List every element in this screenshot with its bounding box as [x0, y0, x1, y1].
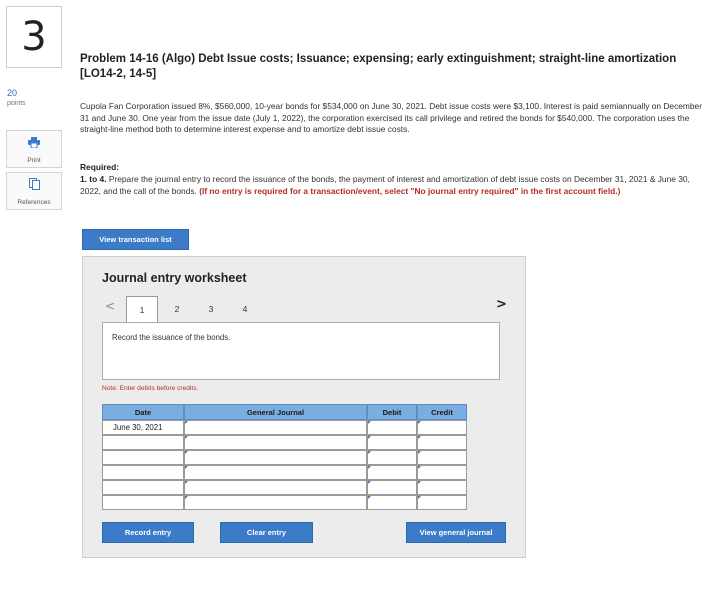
entry-instruction: Record the issuance of the bonds. — [102, 322, 500, 380]
row-1-debit-input[interactable] — [367, 420, 417, 435]
row-6-credit-input[interactable] — [417, 495, 467, 510]
printer-icon — [28, 135, 40, 153]
row-5-debit-input[interactable] — [367, 480, 417, 495]
column-header-debit: Debit — [367, 404, 417, 420]
references-label: References — [17, 198, 51, 206]
print-button[interactable] — [6, 130, 62, 168]
row-4-debit-input[interactable] — [367, 465, 417, 480]
points-label: points — [7, 100, 26, 107]
row-6-account-select[interactable] — [184, 495, 367, 510]
row-4-credit-input[interactable] — [417, 465, 467, 480]
row-5-date — [102, 480, 184, 495]
print-label: Print — [27, 156, 41, 164]
debit-credit-note: Note: Enter debits before credits. — [102, 385, 199, 392]
points-value: 20 — [7, 88, 18, 98]
view-general-journal-button[interactable]: View general journal — [406, 522, 506, 543]
row-6-date — [102, 495, 184, 510]
tab-entry-2[interactable]: 2 — [174, 304, 180, 314]
row-1-credit-input[interactable] — [417, 420, 467, 435]
row-3-debit-input[interactable] — [367, 450, 417, 465]
row-3-date — [102, 450, 184, 465]
required-warning: (If no entry is required for a transaction/event, select "No journal entry required" in the first account field.) — [199, 185, 621, 196]
row-2-date — [102, 435, 184, 450]
row-2-account-select[interactable] — [184, 435, 367, 450]
row-3-account-select[interactable] — [184, 450, 367, 465]
references-icon — [29, 177, 40, 195]
next-entry-arrow[interactable]: > — [496, 297, 507, 312]
required-body: Prepare the journal entry to record the issuance of the bonds, the payment of interest and amortization of debt issue costs on December 31, 2021 & June 30, 2022, and the call of the bonds. — [80, 174, 690, 196]
row-6-debit-input[interactable] — [367, 495, 417, 510]
record-entry-button[interactable]: Record entry — [102, 522, 194, 543]
row-2-credit-input[interactable] — [417, 435, 467, 450]
problem-description: Cupola Fan Corporation issued 8%, $560,000, 10-year bonds for $534,000 on June 30, 2021. Debt issue costs were $3,100. Interest is paid semiannually on December 31 and June 30. One year from the issue date (July 1, 2022), the corporation exercised its call privilege and retired the bonds for $540,000. The corporation uses the straight-line method both to determine interest expense and to amortize debt issue costs. — [80, 101, 702, 134]
tab-entry-1[interactable]: 1 — [126, 296, 158, 323]
clear-entry-button[interactable]: Clear entry — [220, 522, 313, 543]
required-heading: Required: — [80, 162, 120, 172]
required-text — [80, 174, 705, 197]
row-2-debit-input[interactable] — [367, 435, 417, 450]
row-1-account-select[interactable] — [184, 420, 367, 435]
prev-entry-arrow[interactable]: < — [105, 299, 116, 313]
row-4-account-select[interactable] — [184, 465, 367, 480]
required-number: 1. to 4. — [80, 174, 107, 184]
row-4-date — [102, 465, 184, 480]
view-transaction-list-button[interactable]: View transaction list — [82, 229, 189, 250]
row-5-credit-input[interactable] — [417, 480, 467, 495]
row-3-credit-input[interactable] — [417, 450, 467, 465]
references-button[interactable] — [6, 172, 62, 210]
worksheet-title: Journal entry worksheet — [102, 271, 247, 285]
row-1-date: June 30, 2021 — [102, 420, 184, 435]
tab-entry-4[interactable]: 4 — [242, 304, 248, 314]
question-number: 3 — [6, 6, 62, 68]
row-5-account-select[interactable] — [184, 480, 367, 495]
column-header-credit: Credit — [417, 404, 467, 420]
column-header-general-journal: General Journal — [184, 404, 367, 420]
column-header-date: Date — [102, 404, 184, 420]
journal-entry-worksheet — [82, 256, 526, 558]
problem-title: Problem 14-16 (Algo) Debt Issue costs; Issuance; expensing; early extinguishment; straight-line amortization [LO14-2, 14-5] — [80, 53, 677, 80]
tab-entry-3[interactable]: 3 — [208, 304, 214, 314]
